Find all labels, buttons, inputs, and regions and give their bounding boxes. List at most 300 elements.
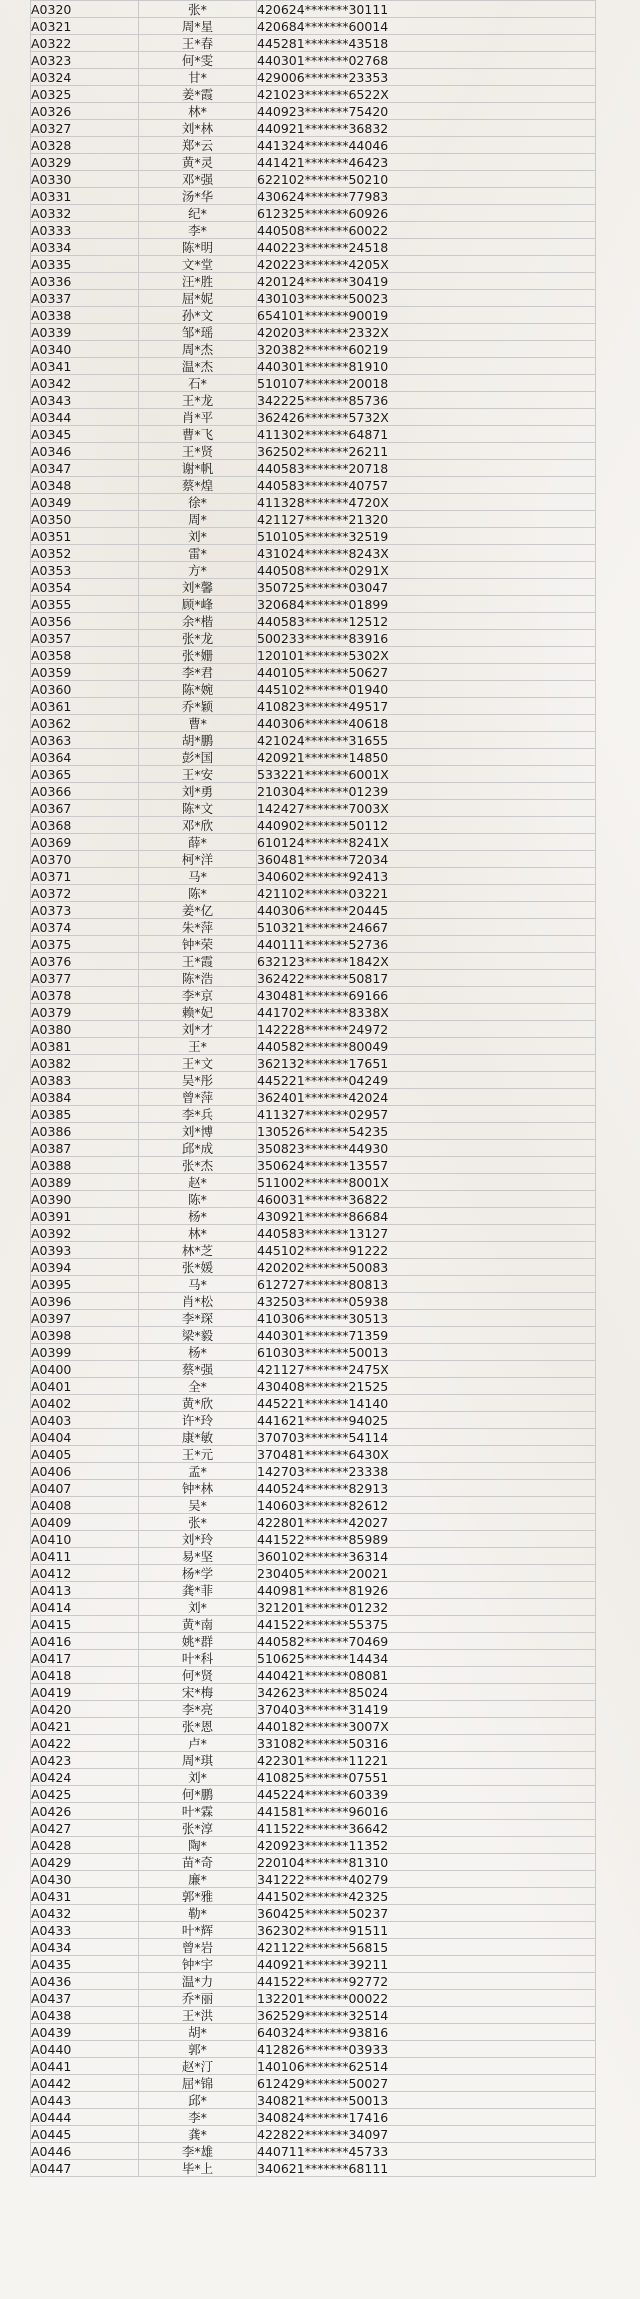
row-code-cell: A0365	[31, 766, 139, 783]
row-name-cell: 方*	[139, 562, 257, 579]
row-id-number-cell: 420684*******60014	[257, 18, 596, 35]
row-code-cell: A0325	[31, 86, 139, 103]
row-code-cell: A0398	[31, 1327, 139, 1344]
row-name-cell: 黄*灵	[139, 154, 257, 171]
table-row	[31, 2007, 596, 2024]
row-id-number-cell: 220104*******81310	[257, 1854, 596, 1871]
row-id-number-cell: 430921*******86684	[257, 1208, 596, 1225]
row-code-cell: A0439	[31, 2024, 139, 2041]
row-id-number-cell: 421102*******03221	[257, 885, 596, 902]
row-name-cell: 龚*	[139, 2126, 257, 2143]
row-code-cell: A0411	[31, 1548, 139, 1565]
row-name-cell: 陈*	[139, 1191, 257, 1208]
row-id-number-cell: 441522*******55375	[257, 1616, 596, 1633]
table-row	[31, 545, 596, 562]
row-id-number-cell: 210304*******01239	[257, 783, 596, 800]
row-id-number-cell: 430481*******69166	[257, 987, 596, 1004]
row-id-number-cell: 429006*******23353	[257, 69, 596, 86]
row-name-cell: 陈*婉	[139, 681, 257, 698]
row-code-cell: A0377	[31, 970, 139, 987]
table-row	[31, 1973, 596, 1990]
row-code-cell: A0404	[31, 1429, 139, 1446]
row-code-cell: A0415	[31, 1616, 139, 1633]
row-name-cell: 陈*	[139, 885, 257, 902]
row-id-number-cell: 410825*******07551	[257, 1769, 596, 1786]
row-code-cell: A0366	[31, 783, 139, 800]
table-row	[31, 239, 596, 256]
table-row	[31, 1497, 596, 1514]
row-name-cell: 薛*	[139, 834, 257, 851]
row-code-cell: A0408	[31, 1497, 139, 1514]
row-code-cell: A0447	[31, 2160, 139, 2177]
row-id-number-cell: 440902*******50112	[257, 817, 596, 834]
table-row	[31, 885, 596, 902]
table-row	[31, 341, 596, 358]
row-id-number-cell: 500233*******83916	[257, 630, 596, 647]
row-code-cell: A0390	[31, 1191, 139, 1208]
row-name-cell: 苗*奇	[139, 1854, 257, 1871]
row-id-number-cell: 440301*******02768	[257, 52, 596, 69]
table-row	[31, 902, 596, 919]
row-id-number-cell: 370481*******6430X	[257, 1446, 596, 1463]
table-row	[31, 936, 596, 953]
row-name-cell: 陈*明	[139, 239, 257, 256]
row-name-cell: 林*	[139, 1225, 257, 1242]
row-code-cell: A0353	[31, 562, 139, 579]
row-id-number-cell: 421023*******6522X	[257, 86, 596, 103]
table-row	[31, 290, 596, 307]
row-code-cell: A0403	[31, 1412, 139, 1429]
row-code-cell: A0424	[31, 1769, 139, 1786]
row-id-number-cell: 320684*******01899	[257, 596, 596, 613]
row-id-number-cell: 331082*******50316	[257, 1735, 596, 1752]
row-id-number-cell: 430408*******21525	[257, 1378, 596, 1395]
row-code-cell: A0437	[31, 1990, 139, 2007]
table-row	[31, 171, 596, 188]
row-code-cell: A0380	[31, 1021, 139, 1038]
row-name-cell: 孙*文	[139, 307, 257, 324]
row-id-number-cell: 340824*******17416	[257, 2109, 596, 2126]
row-name-cell: 龚*菲	[139, 1582, 257, 1599]
row-code-cell: A0405	[31, 1446, 139, 1463]
row-id-number-cell: 362426*******5732X	[257, 409, 596, 426]
row-name-cell: 姜*亿	[139, 902, 257, 919]
table-row	[31, 715, 596, 732]
row-name-cell: 屈*妮	[139, 290, 257, 307]
row-id-number-cell: 612727*******80813	[257, 1276, 596, 1293]
row-name-cell: 赵*	[139, 1174, 257, 1191]
row-code-cell: A0446	[31, 2143, 139, 2160]
row-id-number-cell: 230405*******20021	[257, 1565, 596, 1582]
table-row	[31, 1055, 596, 1072]
row-id-number-cell: 350624*******13557	[257, 1157, 596, 1174]
row-name-cell: 何*雯	[139, 52, 257, 69]
row-code-cell: A0369	[31, 834, 139, 851]
row-name-cell: 郭*雅	[139, 1888, 257, 1905]
row-id-number-cell: 411328*******4720X	[257, 494, 596, 511]
row-code-cell: A0438	[31, 2007, 139, 2024]
row-code-cell: A0442	[31, 2075, 139, 2092]
row-name-cell: 杨*学	[139, 1565, 257, 1582]
row-id-number-cell: 440583*******40757	[257, 477, 596, 494]
table-row	[31, 2143, 596, 2160]
row-code-cell: A0383	[31, 1072, 139, 1089]
row-id-number-cell: 342623*******85024	[257, 1684, 596, 1701]
row-code-cell: A0389	[31, 1174, 139, 1191]
table-row	[31, 783, 596, 800]
row-name-cell: 王*洪	[139, 2007, 257, 2024]
table-row	[31, 562, 596, 579]
table-row	[31, 1242, 596, 1259]
row-id-number-cell: 420202*******50083	[257, 1259, 596, 1276]
row-code-cell: A0396	[31, 1293, 139, 1310]
row-code-cell: A0333	[31, 222, 139, 239]
table-row	[31, 1548, 596, 1565]
row-id-number-cell: 362422*******50817	[257, 970, 596, 987]
row-id-number-cell: 441702*******8338X	[257, 1004, 596, 1021]
row-name-cell: 谢*帆	[139, 460, 257, 477]
row-name-cell: 朱*萍	[139, 919, 257, 936]
table-row	[31, 443, 596, 460]
table-row	[31, 1361, 596, 1378]
row-id-number-cell: 421024*******31655	[257, 732, 596, 749]
row-id-number-cell: 360481*******72034	[257, 851, 596, 868]
row-name-cell: 郭*	[139, 2041, 257, 2058]
row-code-cell: A0351	[31, 528, 139, 545]
row-code-cell: A0341	[31, 358, 139, 375]
table-row	[31, 18, 596, 35]
row-name-cell: 毕*上	[139, 2160, 257, 2177]
row-name-cell: 何*鹏	[139, 1786, 257, 1803]
row-name-cell: 刘*林	[139, 120, 257, 137]
table-row	[31, 766, 596, 783]
row-id-number-cell: 320382*******60219	[257, 341, 596, 358]
row-id-number-cell: 360102*******36314	[257, 1548, 596, 1565]
row-name-cell: 刘*	[139, 1599, 257, 1616]
row-code-cell: A0372	[31, 885, 139, 902]
table-row	[31, 2058, 596, 2075]
table-row	[31, 1310, 596, 1327]
row-id-number-cell: 362502*******26211	[257, 443, 596, 460]
row-name-cell: 甘*	[139, 69, 257, 86]
row-code-cell: A0359	[31, 664, 139, 681]
row-id-number-cell: 340821*******50013	[257, 2092, 596, 2109]
row-code-cell: A0342	[31, 375, 139, 392]
row-name-cell: 陈*浩	[139, 970, 257, 987]
row-name-cell: 屈*锦	[139, 2075, 257, 2092]
row-id-number-cell: 362401*******42024	[257, 1089, 596, 1106]
table-row	[31, 613, 596, 630]
row-code-cell: A0428	[31, 1837, 139, 1854]
row-code-cell: A0367	[31, 800, 139, 817]
row-name-cell: 王*元	[139, 1446, 257, 1463]
row-code-cell: A0432	[31, 1905, 139, 1922]
row-code-cell: A0413	[31, 1582, 139, 1599]
table-row	[31, 1004, 596, 1021]
table-row	[31, 681, 596, 698]
table-row	[31, 154, 596, 171]
table-row	[31, 630, 596, 647]
table-row	[31, 1701, 596, 1718]
row-code-cell: A0393	[31, 1242, 139, 1259]
row-id-number-cell: 441581*******96016	[257, 1803, 596, 1820]
row-code-cell: A0376	[31, 953, 139, 970]
table-row	[31, 1582, 596, 1599]
row-name-cell: 曾*岩	[139, 1939, 257, 1956]
row-name-cell: 赖*妃	[139, 1004, 257, 1021]
row-code-cell: A0349	[31, 494, 139, 511]
row-name-cell: 卢*	[139, 1735, 257, 1752]
row-id-number-cell: 350725*******03047	[257, 579, 596, 596]
row-name-cell: 曹*	[139, 715, 257, 732]
row-id-number-cell: 411522*******36642	[257, 1820, 596, 1837]
row-name-cell: 刘*	[139, 528, 257, 545]
roster-table-body	[31, 1, 596, 2177]
row-id-number-cell: 445221*******14140	[257, 1395, 596, 1412]
table-row	[31, 86, 596, 103]
row-code-cell: A0352	[31, 545, 139, 562]
row-id-number-cell: 440421*******08081	[257, 1667, 596, 1684]
row-id-number-cell: 342225*******85736	[257, 392, 596, 409]
table-row	[31, 1446, 596, 1463]
row-code-cell: A0400	[31, 1361, 139, 1378]
table-row	[31, 1208, 596, 1225]
row-id-number-cell: 440583*******12512	[257, 613, 596, 630]
row-name-cell: 曾*萍	[139, 1089, 257, 1106]
row-code-cell: A0330	[31, 171, 139, 188]
table-row	[31, 1922, 596, 1939]
table-row	[31, 1344, 596, 1361]
row-name-cell: 林*	[139, 103, 257, 120]
table-row	[31, 392, 596, 409]
row-name-cell: 邹*瑶	[139, 324, 257, 341]
row-code-cell: A0443	[31, 2092, 139, 2109]
row-code-cell: A0357	[31, 630, 139, 647]
table-row	[31, 1140, 596, 1157]
row-code-cell: A0327	[31, 120, 139, 137]
row-name-cell: 张*龙	[139, 630, 257, 647]
table-row	[31, 579, 596, 596]
table-row	[31, 1803, 596, 1820]
row-name-cell: 全*	[139, 1378, 257, 1395]
table-row	[31, 205, 596, 222]
table-row	[31, 1106, 596, 1123]
row-name-cell: 胡*鹏	[139, 732, 257, 749]
table-row	[31, 1412, 596, 1429]
row-code-cell: A0430	[31, 1871, 139, 1888]
row-name-cell: 姚*群	[139, 1633, 257, 1650]
row-name-cell: 叶*科	[139, 1650, 257, 1667]
row-name-cell: 石*	[139, 375, 257, 392]
row-id-number-cell: 420223*******4205X	[257, 256, 596, 273]
table-row	[31, 2109, 596, 2126]
table-row	[31, 1327, 596, 1344]
table-row	[31, 1786, 596, 1803]
row-code-cell: A0422	[31, 1735, 139, 1752]
row-id-number-cell: 142703*******23338	[257, 1463, 596, 1480]
row-id-number-cell: 440223*******24518	[257, 239, 596, 256]
row-id-number-cell: 340602*******92413	[257, 868, 596, 885]
row-id-number-cell: 410823*******49517	[257, 698, 596, 715]
row-id-number-cell: 440111*******52736	[257, 936, 596, 953]
row-name-cell: 康*敏	[139, 1429, 257, 1446]
row-name-cell: 李*	[139, 222, 257, 239]
row-name-cell: 徐*	[139, 494, 257, 511]
row-id-number-cell: 612325*******60926	[257, 205, 596, 222]
row-id-number-cell: 440923*******75420	[257, 103, 596, 120]
row-code-cell: A0444	[31, 2109, 139, 2126]
row-id-number-cell: 440306*******40618	[257, 715, 596, 732]
table-row	[31, 137, 596, 154]
row-code-cell: A0433	[31, 1922, 139, 1939]
row-code-cell: A0427	[31, 1820, 139, 1837]
table-row	[31, 1089, 596, 1106]
row-name-cell: 刘*博	[139, 1123, 257, 1140]
row-name-cell: 孟*	[139, 1463, 257, 1480]
row-id-number-cell: 445221*******04249	[257, 1072, 596, 1089]
row-code-cell: A0385	[31, 1106, 139, 1123]
row-id-number-cell: 510321*******24667	[257, 919, 596, 936]
row-id-number-cell: 362132*******17651	[257, 1055, 596, 1072]
row-code-cell: A0391	[31, 1208, 139, 1225]
row-name-cell: 文*堂	[139, 256, 257, 273]
table-row	[31, 732, 596, 749]
row-id-number-cell: 370703*******54114	[257, 1429, 596, 1446]
table-row	[31, 1769, 596, 1786]
row-code-cell: A0329	[31, 154, 139, 171]
row-code-cell: A0418	[31, 1667, 139, 1684]
row-name-cell: 黄*南	[139, 1616, 257, 1633]
row-id-number-cell: 140106*******62514	[257, 2058, 596, 2075]
table-row	[31, 69, 596, 86]
row-id-number-cell: 440182*******3007X	[257, 1718, 596, 1735]
row-name-cell: 温*杰	[139, 358, 257, 375]
row-name-cell: 柯*洋	[139, 851, 257, 868]
table-row	[31, 2024, 596, 2041]
table-row	[31, 749, 596, 766]
row-id-number-cell: 421122*******56815	[257, 1939, 596, 1956]
table-row	[31, 868, 596, 885]
row-name-cell: 邱*成	[139, 1140, 257, 1157]
table-row	[31, 1191, 596, 1208]
row-name-cell: 李*兵	[139, 1106, 257, 1123]
row-name-cell: 叶*辉	[139, 1922, 257, 1939]
row-name-cell: 周*	[139, 511, 257, 528]
row-id-number-cell: 341222*******40279	[257, 1871, 596, 1888]
table-row	[31, 987, 596, 1004]
table-row	[31, 919, 596, 936]
row-id-number-cell: 362302*******91511	[257, 1922, 596, 1939]
row-code-cell: A0371	[31, 868, 139, 885]
row-name-cell: 蔡*强	[139, 1361, 257, 1378]
row-code-cell: A0434	[31, 1939, 139, 1956]
row-name-cell: 杨*	[139, 1208, 257, 1225]
table-row	[31, 664, 596, 681]
table-row	[31, 1718, 596, 1735]
row-id-number-cell: 445102*******91222	[257, 1242, 596, 1259]
row-name-cell: 周*星	[139, 18, 257, 35]
row-name-cell: 廉*	[139, 1871, 257, 1888]
row-id-number-cell: 440921*******36832	[257, 120, 596, 137]
row-code-cell: A0381	[31, 1038, 139, 1055]
row-name-cell: 胡*	[139, 2024, 257, 2041]
row-code-cell: A0336	[31, 273, 139, 290]
row-code-cell: A0345	[31, 426, 139, 443]
table-row	[31, 273, 596, 290]
row-id-number-cell: 440582*******70469	[257, 1633, 596, 1650]
row-name-cell: 张*媛	[139, 1259, 257, 1276]
row-code-cell: A0414	[31, 1599, 139, 1616]
table-row	[31, 1752, 596, 1769]
row-code-cell: A0436	[31, 1973, 139, 1990]
row-code-cell: A0320	[31, 1, 139, 18]
row-name-cell: 王*文	[139, 1055, 257, 1072]
row-name-cell: 雷*	[139, 545, 257, 562]
row-id-number-cell: 610303*******50013	[257, 1344, 596, 1361]
table-row	[31, 494, 596, 511]
row-name-cell: 梁*毅	[139, 1327, 257, 1344]
table-row	[31, 477, 596, 494]
row-id-number-cell: 420921*******14850	[257, 749, 596, 766]
row-code-cell: A0401	[31, 1378, 139, 1395]
row-id-number-cell: 640324*******93816	[257, 2024, 596, 2041]
table-row	[31, 1667, 596, 1684]
row-name-cell: 王*霞	[139, 953, 257, 970]
row-name-cell: 刘*玲	[139, 1531, 257, 1548]
row-name-cell: 纪*	[139, 205, 257, 222]
row-code-cell: A0321	[31, 18, 139, 35]
row-id-number-cell: 362529*******32514	[257, 2007, 596, 2024]
row-name-cell: 刘*馨	[139, 579, 257, 596]
row-name-cell: 许*玲	[139, 1412, 257, 1429]
row-code-cell: A0364	[31, 749, 139, 766]
row-name-cell: 汤*华	[139, 188, 257, 205]
row-id-number-cell: 440981*******81926	[257, 1582, 596, 1599]
table-row	[31, 2092, 596, 2109]
table-row	[31, 1633, 596, 1650]
row-name-cell: 余*楷	[139, 613, 257, 630]
row-id-number-cell: 441522*******85989	[257, 1531, 596, 1548]
table-row	[31, 324, 596, 341]
row-code-cell: A0355	[31, 596, 139, 613]
row-name-cell: 王*龙	[139, 392, 257, 409]
row-name-cell: 邓*欣	[139, 817, 257, 834]
row-code-cell: A0392	[31, 1225, 139, 1242]
row-code-cell: A0409	[31, 1514, 139, 1531]
row-name-cell: 周*杰	[139, 341, 257, 358]
row-name-cell: 张*姗	[139, 647, 257, 664]
row-id-number-cell: 422822*******34097	[257, 2126, 596, 2143]
table-row	[31, 1939, 596, 1956]
row-code-cell: A0370	[31, 851, 139, 868]
row-id-number-cell: 422301*******11221	[257, 1752, 596, 1769]
table-row	[31, 1157, 596, 1174]
row-name-cell: 温*力	[139, 1973, 257, 1990]
row-id-number-cell: 445102*******01940	[257, 681, 596, 698]
table-row	[31, 1565, 596, 1582]
table-row	[31, 409, 596, 426]
row-id-number-cell: 430624*******77983	[257, 188, 596, 205]
row-name-cell: 李*雄	[139, 2143, 257, 2160]
row-name-cell: 张*杰	[139, 1157, 257, 1174]
row-name-cell: 曹*飞	[139, 426, 257, 443]
row-id-number-cell: 622102*******50210	[257, 171, 596, 188]
row-code-cell: A0421	[31, 1718, 139, 1735]
row-id-number-cell: 610124*******8241X	[257, 834, 596, 851]
row-name-cell: 邓*强	[139, 171, 257, 188]
table-row	[31, 800, 596, 817]
table-row	[31, 1072, 596, 1089]
